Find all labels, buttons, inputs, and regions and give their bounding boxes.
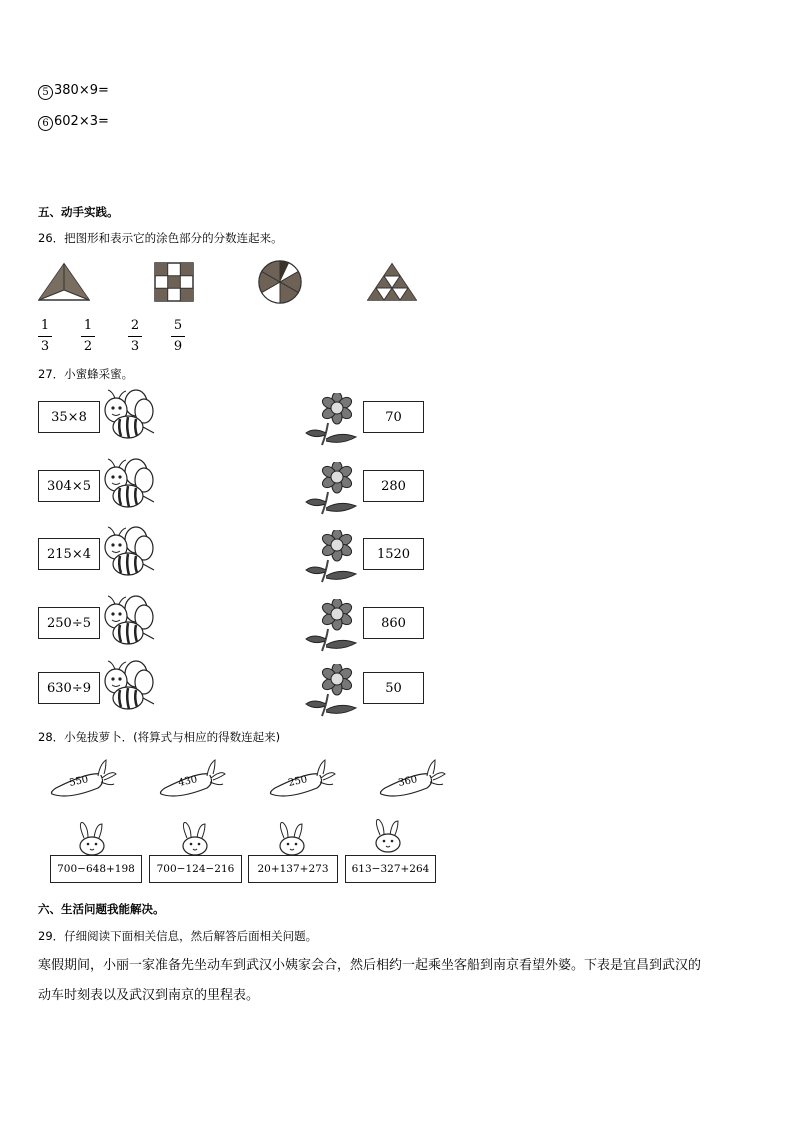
result-box: 1520	[363, 538, 424, 570]
carrot-icon	[157, 758, 227, 806]
fraction-1-3	[38, 318, 52, 355]
carrot-value: 250	[287, 774, 309, 789]
question-28-text: 28．小兔拔萝卜．(将算式与相应的得数连起来)	[38, 730, 281, 744]
denominator: 9	[173, 339, 183, 354]
rabbit-expression-box: 700−124−216	[149, 855, 242, 883]
carrot-icon	[48, 758, 118, 806]
fraction-1-2	[81, 318, 95, 355]
numerator: 1	[83, 318, 93, 333]
section-title-5: 五、动手实践。	[38, 205, 119, 219]
circle-shape	[257, 259, 303, 305]
bee-icon	[98, 660, 156, 719]
bee-icon	[98, 526, 156, 585]
rabbit-expression-box: 700−648+198	[50, 855, 142, 883]
fraction-2-3	[128, 318, 142, 355]
question-29-text: 29．仔细阅读下面相关信息，然后解答后面相关问题。	[38, 929, 318, 943]
expression-box: 215×4	[38, 538, 100, 570]
result-box: 860	[363, 607, 424, 639]
flower-icon	[304, 393, 360, 451]
question-26-text: 26．把图形和表示它的涂色部分的分数连起来。	[38, 231, 283, 245]
circled-number: 6	[38, 116, 53, 131]
carrot-value: 550	[68, 774, 90, 789]
question-29-paragraph-line-2: 动车时刻表以及武汉到南京的里程表。	[38, 988, 260, 1003]
question-27-text: 27．小蜜蜂采蜜。	[38, 367, 134, 381]
section-title-6: 六、生活问题我能解决。	[38, 902, 165, 916]
flower-icon	[304, 599, 360, 657]
calc-item-6	[38, 113, 109, 131]
flower-icon	[304, 664, 360, 722]
rabbit-expression-box: 20+137+273	[248, 855, 338, 883]
question-29-paragraph-line-1: 寒假期间，小丽一家准备先坐动车到武汉小姨家会合，然后相约一起乘坐客船到南京看望外婆。下表是宜昌到武汉的	[38, 958, 702, 973]
numerator: 5	[173, 318, 183, 333]
calc-expression: 602×3=	[54, 114, 109, 129]
bee-icon	[98, 458, 156, 517]
fraction-5-9	[171, 318, 185, 355]
rabbit-expression-box: 613−327+264	[345, 855, 436, 883]
triangle-grid-shape	[367, 262, 417, 302]
result-box: 50	[363, 672, 424, 704]
carrot-value: 430	[177, 774, 199, 789]
triangle-shape	[38, 262, 90, 302]
result-box: 280	[363, 470, 424, 502]
calc-item-5	[38, 82, 109, 100]
carrot-icon	[267, 758, 337, 806]
denominator: 3	[130, 339, 140, 354]
numerator: 2	[130, 318, 140, 333]
expression-box: 630÷9	[38, 672, 100, 704]
expression-box: 35×8	[38, 401, 100, 433]
bee-icon	[98, 389, 156, 448]
denominator: 2	[83, 339, 93, 354]
expression-box: 304×5	[38, 470, 100, 502]
calc-expression: 380×9=	[54, 83, 109, 98]
circled-number: 5	[38, 85, 53, 100]
flower-icon	[304, 530, 360, 588]
rabbit-icon	[368, 819, 408, 859]
denominator: 3	[40, 339, 50, 354]
carrot-icon	[377, 758, 447, 806]
carrot-value: 360	[397, 774, 419, 789]
numerator: 1	[40, 318, 50, 333]
result-box: 70	[363, 401, 424, 433]
bee-icon	[98, 595, 156, 654]
grid-square-shape	[154, 262, 194, 302]
expression-box: 250÷5	[38, 607, 100, 639]
flower-icon	[304, 462, 360, 520]
